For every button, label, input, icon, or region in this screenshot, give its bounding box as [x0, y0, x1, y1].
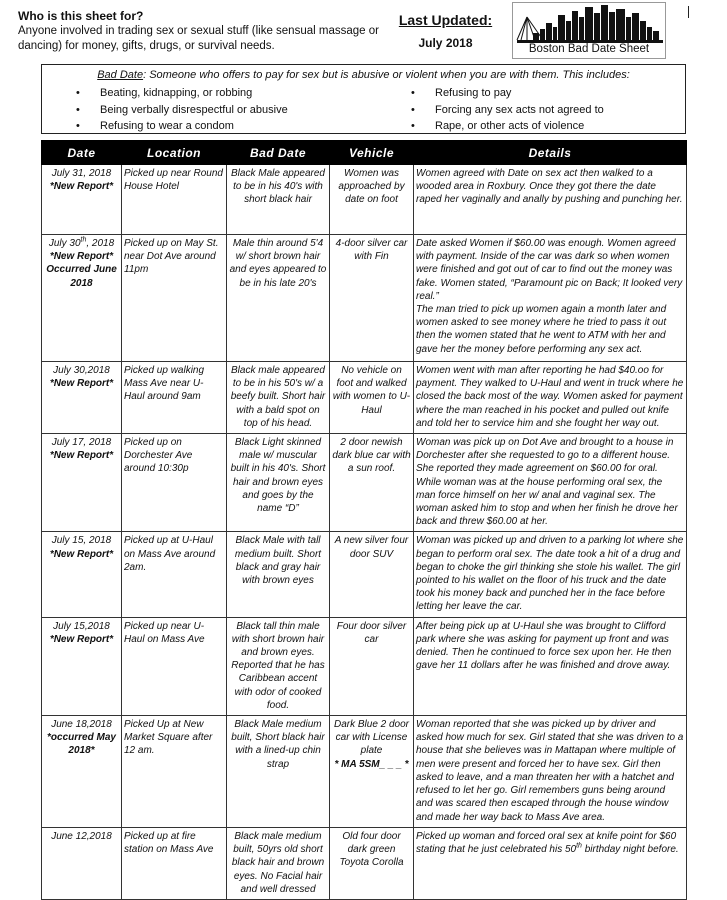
header-location: Location: [122, 141, 227, 165]
cell-vehicle: No vehicle on foot and walked with women to U-Haul: [330, 362, 414, 434]
cell-details: After being pick up at U-Haul she was brought to Clifford park where she was asking for payment up front and was denied. Then he continued to force sex upon her. He then gave her 11 dollars after he was finished and drove away.: [414, 617, 687, 715]
table-row: [42, 235, 687, 362]
report-tag: *New Report*: [49, 378, 114, 390]
report-date: July 30,2018: [53, 365, 110, 376]
cell-bad-date: Black Male appeared to be in his 40's with short black hair: [227, 165, 330, 235]
header-vehicle: Vehicle: [330, 141, 414, 165]
header-date: Date: [42, 141, 122, 165]
cell-details: Woman was picked up and driven to a parking lot where she began to perform oral sex. The date took a hit of a drug and began to choke the girl thinking she stole his wallet. The girl pointed to his wallet on the floor of his truck and the date took his money back and punched her in the face before letting her leave the car.: [414, 532, 687, 617]
cell-date: [42, 532, 122, 617]
definition-item: • Forcing any sex acts not agreed to: [411, 102, 604, 119]
cell-details: [414, 828, 687, 900]
table-row: [42, 165, 687, 235]
cell-details: Woman was pick up on Dot Ave and brought to a house in Dorchester after she requested to go to a different house. She reported they made agreement on $60.00 for oral. While woman was at the house performing oral sex, the man force himself on her w/ anal and vaginal sex. The woman asked him to stop and when her finish he drove her back and threw $60.00 at her.: [414, 434, 687, 532]
table-row: [42, 532, 687, 617]
report-date-year: , 2018: [86, 238, 115, 249]
date-ordinal: th: [80, 236, 87, 244]
cell-vehicle: Four door silver car: [330, 617, 414, 715]
vehicle-text: Dark Blue 2 door car with License plate: [333, 719, 410, 757]
table-row: [42, 716, 687, 828]
skyline-icon: [513, 3, 667, 43]
cell-details: Women went with man after reporting he had $40.oo for payment. They walked to U-Haul and went in truck where he closed the back most of the way. Women asked for payment where the man reached in his pocket and pulled out knife and told her to service him and she fought her way out.: [414, 362, 687, 434]
page-edge-mark: [688, 6, 689, 18]
cell-location: Picked up near Round House Hotel: [122, 165, 227, 235]
bad-date-definition: [41, 64, 686, 134]
definition-item: • Refusing to pay: [411, 85, 604, 102]
cell-bad-date: Black Male medium built, Short black hair with a lined-up chin strap: [227, 716, 330, 828]
cell-location: Picked up walking Mass Ave near U-Haul around 9am: [122, 362, 227, 434]
cell-date: [42, 434, 122, 532]
report-tag: *New Report*: [49, 548, 114, 560]
details-ordinal: th: [576, 842, 582, 850]
cell-location: Picked up at U-Haul on Mass Ave around 2am.: [122, 532, 227, 617]
logo-text: Boston Bad Date Sheet: [528, 43, 650, 55]
cell-vehicle: Women was approached by date on foot: [330, 165, 414, 235]
cell-vehicle: 4-door silver car with Fin: [330, 235, 414, 362]
cell-location: Picked up on May St. near Dot Ave around 11pm: [122, 235, 227, 362]
report-date: July 15,2018: [53, 620, 110, 632]
cell-bad-date: Male thin around 5'4 w/ short brown hair and eyes appeared to be in his late 20's: [227, 235, 330, 362]
intro-heading: Who is this sheet for?: [18, 9, 144, 23]
cell-date: [42, 235, 122, 362]
intro-text: Anyone involved in trading sex or sexual stuff (like sensual massage or dancing) for money, gifts, drugs, or survival needs.: [18, 25, 379, 52]
report-tag: *occurred May 2018*: [47, 732, 116, 757]
cell-bad-date: Black Light skinned male w/ muscular built in his 40's. Short hair and brown eyes and goes by the name “D”: [227, 434, 330, 532]
cell-location: Picked up near U-Haul on Mass Ave: [122, 617, 227, 715]
report-date: July 30: [48, 238, 81, 249]
cell-vehicle: [330, 716, 414, 828]
table-row: [42, 828, 687, 900]
report-tag: *New Report*: [49, 633, 114, 645]
definition-term: Bad Date: [97, 69, 144, 81]
cell-date: [42, 716, 122, 828]
details-paragraph: The man tried to pick up women again a month later and women asked to see money where he tried to pass it out then the women stated that he went to ATM with her and gave her the money before performing any sex act.: [416, 304, 667, 355]
report-date: July 17, 2018: [51, 437, 112, 449]
table-row: [42, 362, 687, 434]
definition-item: • Being verbally disrespectful or abusive: [76, 102, 288, 119]
definition-list-right: [411, 85, 604, 135]
cell-location: Picked Up at New Market Square after 12 am.: [122, 716, 227, 828]
cell-vehicle: 2 door newish dark blue car with a sun roof.: [330, 434, 414, 532]
cell-date: [42, 362, 122, 434]
cell-vehicle: Old four door dark green Toyota Corolla: [330, 828, 414, 900]
cell-vehicle: A new silver four door SUV: [330, 532, 414, 617]
last-updated: [398, 12, 493, 50]
last-updated-label: Last Updated:: [398, 12, 493, 28]
definition-item: • Refusing to wear a condom: [76, 118, 288, 135]
cell-location: Picked up on Dorchester Ave around 10:30p: [122, 434, 227, 532]
definition-text: : Someone who offers to pay for sex but is abusive or violent when you are with them. This includes:: [143, 69, 630, 81]
report-tag: *New Report*: [49, 181, 114, 193]
definition-item: • Beating, kidnapping, or robbing: [76, 85, 288, 102]
cell-bad-date: Black male appeared to be in his 50's w/ a beefy built. Short hair with a bald spot on top of his head.: [227, 362, 330, 434]
license-plate: * MA 5SM_ _ _ *: [334, 758, 409, 770]
table-header-row: [42, 141, 687, 165]
definition-item: • Rape, or other acts of violence: [411, 118, 604, 135]
cell-details: Women agreed with Date on sex act then walked to a wooded area in Roxbury. Once they got there the date raped her vaginally and anally by pushing and punching her.: [414, 165, 687, 235]
table-row: [42, 617, 687, 715]
bad-date-reports-table: [41, 140, 687, 900]
cell-details: [414, 235, 687, 362]
details-paragraph: Date asked Women if $60.00 was enough. Women agreed with payment. Inside of the car was dark so when women were finished and got out of car to find out the money was fake. Women stated, “Paramount pic on Back; It looked very real.”: [416, 238, 683, 302]
cell-bad-date: Black Male with tall medium built. Short black and gray hair with brown eyes: [227, 532, 330, 617]
definition-title: [42, 68, 685, 82]
report-tag: *New Report*: [49, 450, 114, 462]
cell-bad-date: Black tall thin male with short brown hair and brown eyes. Reported that he has Caribbean accent with odor of cooked food.: [227, 617, 330, 715]
details-text: Picked up woman and forced oral sex at knife point for $60 stating that he just celebrated his 50: [416, 831, 677, 856]
report-date: July 15, 2018: [51, 535, 112, 547]
report-tag: *New Report* Occurred June 2018: [46, 251, 117, 289]
cell-date: [42, 165, 122, 235]
intro-section: [18, 9, 388, 54]
cell-date: June 12,2018: [42, 828, 122, 900]
table-row: [42, 434, 687, 532]
cell-bad-date: Black male medium built, 50yrs old short black hair and brown eyes. No Facial hair and well dressed: [227, 828, 330, 900]
cell-location: Picked up at fire station on Mass Ave: [122, 828, 227, 900]
header-bad-date: Bad Date: [227, 141, 330, 165]
cell-details: Woman reported that she was picked up by driver and asked how much for sex. Girl stated that she was driven to a house that she believes was in Mattapan where multiple of men were present and forced her to have sex. Girl then asked to leave, and a man threaten her with a hatchet and refused to let her go. Girl remembers guns being around and was scared then escaped through the house window and made her way back to Mass Ave area.: [414, 716, 687, 828]
header-details: Details: [414, 141, 687, 165]
cell-date: [42, 617, 122, 715]
definition-list-left: [76, 85, 288, 135]
report-date: June 18,2018: [51, 719, 112, 731]
report-date: July 31, 2018: [51, 168, 112, 179]
details-text-end: birthday night before.: [581, 844, 679, 856]
boston-skyline-logo: [512, 2, 666, 59]
last-updated-date: July 2018: [418, 36, 473, 50]
